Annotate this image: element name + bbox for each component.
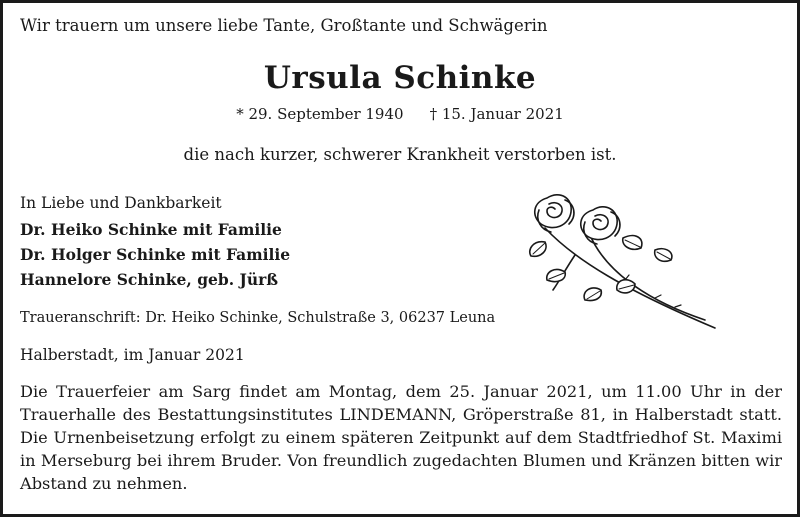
birth-date: * 29. September 1940: [236, 105, 404, 123]
death-date: † 15. Januar 2021: [429, 105, 564, 123]
funeral-info: Die Trauerfeier am Sarg findet am Montag, dem 25. Januar 2021, um 11.00 Uhr in der Trauerhalle des Bestattungsinstitutes LINDEMANN, Gröperstraße 81, in Halberstadt statt. Die Urnenbeisetzung erfolgt zu einem späteren Zeitpunkt auf dem Stadtfriedhof St. Maximi in Merseburg bei ihrem Bruder. Von freundlich zugedachten Blumen und Kränzen bitten wir Abstand zu nehmen.: [20, 382, 782, 493]
mourner-name: Dr. Heiko Schinke mit Familie: [20, 220, 282, 239]
cause-line: die nach kurzer, schwerer Krankheit verstorben ist.: [183, 145, 617, 164]
mourner-name: Dr. Holger Schinke mit Familie: [20, 245, 291, 264]
deceased-name: Ursula Schinke: [263, 60, 537, 96]
mourner-name: Hannelore Schinke, geb. Jürß: [20, 270, 279, 289]
intro-line: Wir trauern um unsere liebe Tante, Großtante und Schwägerin: [20, 16, 548, 35]
life-dates: [0, 105, 800, 123]
place-date: Halberstadt, im Januar 2021: [20, 346, 245, 364]
in-love-line: In Liebe und Dankbarkeit: [20, 194, 222, 212]
rose-illustration: [505, 180, 725, 340]
mourning-address: Traueranschrift: Dr. Heiko Schinke, Schulstraße 3, 06237 Leuna: [20, 310, 496, 326]
